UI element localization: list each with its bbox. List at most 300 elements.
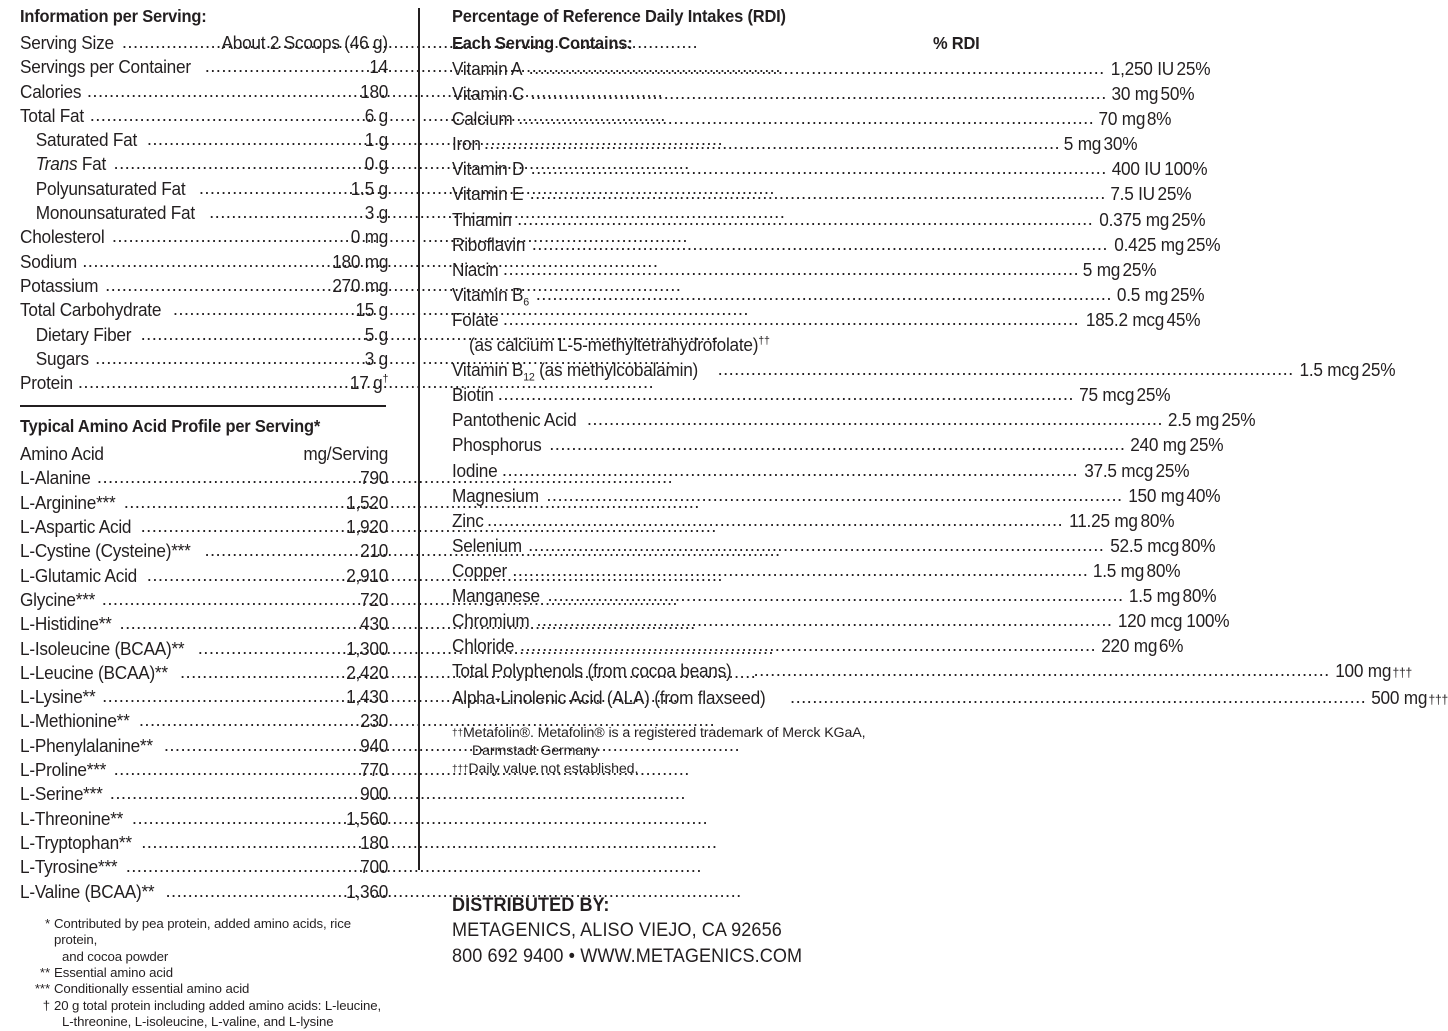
dot-leader (95, 346, 362, 370)
dot-leader (147, 563, 342, 587)
rdi-percent: 45% (1166, 308, 1201, 330)
amino-acid-header-unit: mg/Serving (303, 443, 388, 465)
rdi-main (452, 608, 1183, 633)
amino-acid-name: L-Arginine*** (20, 491, 116, 513)
rdi-percent: 25% (1186, 233, 1221, 255)
dot-leader (126, 854, 357, 878)
rdi-percent: 25% (1157, 183, 1191, 205)
dot-leader (536, 281, 1112, 306)
rdi-percent: ††† (1392, 665, 1412, 681)
nutrient-row (20, 128, 388, 152)
amino-acid-row (20, 831, 388, 855)
footnote-marker: * (44, 915, 50, 931)
rdi-main (452, 407, 1219, 432)
dot-leader (102, 587, 357, 611)
rdi-amount: 1,250 IU (1110, 58, 1174, 79)
rdi-percent: 30% (1103, 133, 1138, 155)
dot-leader (112, 224, 347, 248)
amino-acid-row (20, 661, 388, 685)
dot-leader (528, 532, 1104, 557)
rdi-percent: 8% (1147, 108, 1172, 130)
rdi-percent: 25% (1170, 283, 1205, 305)
amino-acid-table-header (20, 441, 388, 466)
rdi-percent: 100% (1185, 610, 1230, 632)
nutrient-name: Potassium (20, 274, 99, 296)
amino-acid-row (20, 515, 388, 539)
nutrient-row (20, 298, 388, 322)
rdi-percent-header: % RDI (933, 33, 980, 53)
information-per-serving-list (20, 31, 388, 395)
dot-leader (518, 105, 1094, 130)
footnote-marker: ** (39, 965, 50, 981)
footnote (452, 724, 980, 760)
amino-acid-name: L-Phenylalanine** (20, 734, 153, 756)
amino-acid-row (20, 709, 388, 733)
nutrient-row (20, 55, 388, 79)
rdi-row (452, 458, 1190, 483)
rdi-main (452, 257, 1120, 282)
dot-leader (139, 708, 357, 732)
rdi-row (452, 181, 1191, 206)
amino-acid-name: L-Methionine** (20, 710, 130, 732)
dot-leader (503, 256, 1079, 281)
rdi-amount: 0.5 mg (1116, 283, 1168, 305)
footnote-text: Daily value not established. (468, 761, 639, 778)
footnote-text: Essential amino acid (54, 965, 173, 981)
rdi-row (452, 307, 1201, 332)
nutrient-name: Servings per Container (20, 56, 191, 78)
rdi-amount: 5 mg (1063, 133, 1102, 155)
rdi-amount: 1.5 mg (1128, 584, 1180, 606)
rdi-main (452, 156, 1161, 181)
nutrient-name: Serving Size (20, 32, 114, 53)
rdi-nutrient-name: Folate (452, 308, 499, 330)
dot-leader (82, 249, 327, 273)
rdi-nutrient-name: Alpha-Linolenic Acid (ALA) (from flaxseed) (452, 687, 766, 709)
rdi-percent: 25% (1189, 434, 1223, 456)
rdi-main (452, 583, 1180, 608)
footnote (20, 981, 388, 997)
rdi-row (452, 685, 1448, 712)
rdi-percent: 6% (1159, 635, 1184, 657)
dot-leader (114, 757, 357, 781)
rdi-amount: 100 mg (1334, 660, 1391, 682)
rdi-row (452, 156, 1208, 181)
rdi-subtitle: Each Serving Contains: (452, 33, 633, 53)
amino-acid-row (20, 855, 388, 879)
rdi-amount: 0.425 mg (1114, 233, 1185, 255)
footnote (452, 760, 980, 779)
nutrient-row (20, 152, 388, 176)
rdi-amount: 7.5 IU (1110, 183, 1155, 205)
nutrient-row (20, 80, 388, 104)
rdi-main (452, 131, 1101, 156)
dot-leader (78, 370, 346, 394)
dot-leader (520, 632, 1096, 657)
rdi-nutrient-name: Magnesium (452, 484, 539, 506)
nutrient-row (20, 177, 388, 201)
nutrient-value: 270 mg (331, 274, 388, 296)
dot-leader (517, 206, 1093, 231)
nutrient-name: Sugars (35, 347, 89, 369)
amino-acid-name: L-Tyrosine*** (20, 856, 118, 878)
left-footnotes (20, 916, 388, 1031)
amino-acid-name: L-Alanine (20, 467, 91, 489)
amino-acid-value: 770 (359, 759, 388, 781)
rdi-amount: 500 mg (1371, 687, 1428, 709)
dot-leader (87, 79, 357, 103)
nutrient-row (20, 31, 388, 55)
amino-acid-value: 1,520 (346, 491, 388, 513)
amino-acid-name: L-Proline*** (20, 759, 107, 781)
nutrient-name: Trans Fat (35, 153, 107, 175)
nutrient-name: Sodium (20, 250, 77, 272)
rdi-percent: 25% (1361, 359, 1396, 381)
dot-leader (547, 582, 1123, 607)
amino-acid-value: 210 (359, 540, 388, 562)
amino-acid-value: 230 (359, 710, 388, 732)
amino-acid-name: L-Tryptophan** (20, 831, 132, 853)
right-footnotes (452, 724, 980, 779)
dot-leader (204, 538, 356, 562)
footnote (20, 998, 388, 1031)
rdi-percent: 50% (1160, 83, 1195, 105)
amino-acid-name: L-Isoleucine (BCAA)** (20, 637, 185, 659)
rdi-nutrient-name: Iron (452, 133, 481, 155)
rdi-row (452, 282, 1205, 309)
amino-acid-profile-title: Typical Amino Acid Profile per Serving* (20, 416, 321, 437)
dot-leader (530, 180, 1106, 205)
amino-acid-value: 790 (359, 467, 388, 489)
rdi-nutrient-name: Zinc (452, 509, 484, 531)
rdi-nutrient-name: Thiamin (452, 208, 512, 230)
rdi-amount: 400 IU (1111, 158, 1161, 180)
footnote-text: Contributed by pea protein, added amino acids, rice protein, and cocoa powder (54, 915, 351, 964)
rdi-nutrient-name: Riboflavin (452, 233, 526, 255)
amino-acid-list (20, 466, 388, 903)
rdi-nutrient-name: Phosphorus (452, 434, 542, 456)
rdi-nutrient-name: Vitamin C (452, 83, 525, 105)
dot-leader (164, 733, 357, 757)
amino-acid-name: L-Aspartic Acid (20, 516, 132, 538)
rdi-percent: 25% (1122, 258, 1157, 280)
rdi-nutrient-name: Vitamin A (452, 58, 523, 79)
footnote (20, 965, 388, 981)
rdi-nutrient-name: Vitamin $B_{12}$ (as methylcobalamin) (452, 359, 699, 384)
amino-acid-value: 1,920 (346, 516, 388, 538)
dot-leader (498, 381, 1074, 406)
rdi-percent: 25% (1171, 208, 1206, 230)
rdi-row (452, 131, 1138, 156)
nutrient-name: Protein (20, 372, 73, 394)
amino-acid-name: L-Histidine** (20, 613, 112, 635)
dot-leader (105, 273, 327, 297)
rdi-list (452, 56, 1448, 712)
rdi-amount: 150 mg (1127, 484, 1184, 506)
rdi-row (452, 56, 1210, 81)
rdi-main (452, 382, 1134, 407)
nutrient-row (20, 371, 388, 395)
rdi-amount: 70 mg (1098, 108, 1146, 130)
nutrient-value: 15 g (355, 299, 388, 321)
rdi-main (452, 458, 1153, 483)
amino-acid-value: 1,300 (346, 637, 388, 659)
rdi-amount: 37.5 mcg (1084, 459, 1154, 481)
dot-leader (114, 151, 362, 175)
left-column (20, 6, 388, 1031)
dot-leader (90, 103, 362, 127)
rdi-main (452, 181, 1155, 206)
amino-acid-name: L-Leucine (BCAA)** (20, 661, 168, 683)
rdi-row (452, 608, 1230, 633)
distributor-block (452, 893, 821, 969)
dot-leader (132, 806, 342, 830)
nutrient-row (20, 274, 388, 298)
rdi-nutrient-name: Chloride (452, 635, 515, 657)
amino-acid-name: L-Glutamic Acid (20, 564, 137, 586)
rdi-row (452, 232, 1221, 257)
dot-leader (484, 130, 1060, 155)
dot-leader (529, 55, 1105, 80)
right-column (452, 6, 1448, 779)
amino-acid-value: 720 (359, 588, 388, 610)
rdi-nutrient-name: Vitamin $B_6$ (452, 283, 529, 309)
footnote-text: 20 g total protein including added amino acids: L-leucine, L-threonine, L-isoleucine, L-valine, and L-lysine (54, 997, 382, 1030)
amino-acid-name: L-Lysine** (20, 686, 96, 708)
amino-acid-row (20, 612, 388, 636)
dot-leader (102, 684, 342, 708)
nutrient-name: Total Carbohydrate (20, 299, 162, 321)
nutrient-row (20, 347, 388, 371)
dot-leader (110, 781, 357, 805)
rdi-row (452, 558, 1181, 583)
rdi-amount: 1.5 mg (1093, 559, 1145, 581)
rdi-main (452, 81, 1158, 106)
rdi-main (452, 106, 1145, 131)
rdi-nutrient-name: Pantothenic Acid (452, 409, 577, 431)
nutrient-name: Cholesterol (20, 226, 105, 248)
amino-acid-row (20, 758, 388, 782)
dot-leader (199, 176, 347, 200)
rdi-percent: 80% (1140, 509, 1175, 531)
rdi-row (452, 432, 1223, 457)
rdi-percent: 40% (1186, 484, 1221, 506)
nutrient-row (20, 104, 388, 128)
section-divider-rule (20, 405, 386, 407)
footnote-text: Metafolin®. Metafolin® is a registered trademark of Merck KGaA, Darmstadt Germany (462, 725, 866, 760)
rdi-main (452, 685, 1427, 710)
rdi-percent: 80% (1181, 534, 1216, 556)
rdi-percent: 25% (1155, 459, 1190, 481)
dot-leader (209, 200, 362, 224)
rdi-row (452, 81, 1195, 106)
dot-leader (97, 465, 357, 489)
dot-leader (120, 611, 357, 635)
footnote (20, 916, 388, 965)
distributor-address: METAGENICS, ALISO VIEJO, CA 92656 (452, 920, 782, 941)
amino-acid-name: L-Valine (BCAA)** (20, 880, 155, 902)
rdi-percent: 80% (1146, 559, 1181, 581)
rdi-amount: 185.2 mcg (1085, 308, 1165, 330)
distributed-by-heading: DISTRIBUTED BY: (452, 895, 610, 916)
dot-leader (718, 356, 1294, 381)
rdi-amount: 1.5 mcg (1299, 359, 1359, 381)
dot-leader (532, 231, 1108, 256)
rdi-row (452, 382, 1171, 407)
amino-acid-value: 940 (359, 734, 388, 756)
rdi-amount: 5 mg (1082, 258, 1121, 280)
nutrient-value: 180 (359, 80, 388, 102)
dot-leader (141, 514, 342, 538)
rdi-row (452, 483, 1221, 508)
nutrient-row (20, 323, 388, 347)
rdi-main (452, 282, 1168, 307)
nutrient-value: 1.5 g (350, 177, 388, 199)
dot-leader (198, 636, 342, 660)
dot-leader (549, 431, 1125, 456)
amino-acid-row (20, 685, 388, 709)
rdi-nutrient-name: Manganese (452, 584, 540, 606)
rdi-percent: 25% (1221, 409, 1256, 431)
amino-acid-value: 2,910 (346, 564, 388, 586)
dot-leader (141, 322, 362, 346)
dot-leader (512, 557, 1088, 582)
dot-leader (180, 660, 342, 684)
rdi-main (452, 633, 1157, 658)
rdi-row (452, 407, 1256, 432)
rdi-main (452, 533, 1179, 558)
information-per-serving-title: Information per Serving: (20, 6, 207, 26)
nutrient-value: 14 (369, 56, 388, 78)
amino-acid-name: L-Serine*** (20, 783, 103, 805)
nutrient-name: Polyunsaturated Fat (35, 177, 186, 199)
rdi-amount: 220 mg (1101, 635, 1158, 657)
rdi-main (452, 307, 1164, 332)
rdi-main (452, 207, 1169, 232)
rdi-nutrient-name: Chromium (452, 610, 530, 632)
rdi-row (452, 357, 1396, 384)
rdi-table-header (452, 31, 980, 55)
rdi-nutrient-name: Biotin (452, 384, 494, 406)
rdi-main (452, 357, 1359, 382)
nutrient-value: 17 g† (349, 372, 388, 394)
amino-acid-value: 900 (359, 783, 388, 805)
rdi-nutrient-name: Vitamin E (452, 183, 524, 205)
rdi-amount: 75 mcg (1079, 384, 1135, 406)
dot-leader (122, 30, 208, 54)
rdi-main (452, 508, 1138, 533)
nutrient-row (20, 225, 388, 249)
nutrient-value: 180 mg (331, 250, 388, 272)
amino-acid-name: L-Cystine (Cysteine)*** (20, 540, 191, 562)
dot-leader (147, 127, 362, 151)
rdi-title: Percentage of Reference Daily Intakes (RDI) (452, 6, 786, 26)
amino-acid-row (20, 491, 388, 515)
rdi-row (452, 257, 1157, 282)
rdi-percent: 100% (1164, 158, 1208, 180)
nutrient-value: 3 g (364, 202, 388, 224)
amino-acid-row (20, 588, 388, 612)
rdi-percent: ††† (1428, 692, 1448, 708)
amino-acid-name: Glycine*** (20, 588, 96, 610)
amino-acid-header-label: Amino Acid (20, 443, 104, 465)
nutrient-value: 0 g (364, 153, 388, 175)
rdi-nutrient-name: Total Polyphenols (from cocoa beans) (452, 660, 732, 682)
rdi-row (452, 533, 1216, 558)
rdi-percent: 80% (1182, 584, 1216, 606)
distributor-contact: 800 692 9400 • WWW.METAGENICS.COM (452, 945, 803, 967)
dot-leader (587, 406, 1163, 431)
rdi-main (452, 658, 1391, 683)
rdi-amount: 30 mg (1111, 83, 1158, 105)
footnote-text: Conditionally essential amino acid (54, 981, 250, 997)
rdi-row (452, 106, 1172, 131)
nutrient-value: 0 mg (350, 226, 388, 248)
rdi-nutrient-name: Copper (452, 559, 508, 581)
nutrient-value: 3 g (364, 347, 388, 369)
amino-acid-value: 2,420 (346, 661, 388, 683)
nutrient-value: About 2 Scoops (46 g) (221, 32, 388, 53)
nutrient-value: 6 g (364, 104, 388, 126)
amino-acid-name: L-Threonine** (20, 807, 124, 829)
amino-acid-value: 1,560 (346, 807, 388, 829)
dot-leader (536, 607, 1112, 632)
dot-leader (166, 879, 342, 903)
amino-acid-row (20, 637, 388, 661)
dot-leader (531, 80, 1107, 105)
nutrient-name: Saturated Fat (35, 129, 138, 151)
dot-leader (503, 306, 1079, 331)
rdi-amount: 240 mg (1130, 434, 1187, 456)
rdi-row (452, 658, 1412, 685)
rdi-row (452, 508, 1175, 533)
footnote-marker: *** (34, 981, 50, 997)
amino-acid-row (20, 782, 388, 806)
rdi-percent: 25% (1136, 384, 1171, 406)
rdi-main (452, 432, 1187, 457)
rdi-main (452, 56, 1174, 81)
amino-acid-value: 1,360 (346, 880, 388, 902)
rdi-percent: 25% (1176, 58, 1210, 79)
dot-leader (790, 684, 1366, 709)
amino-acid-value: 430 (359, 613, 388, 635)
nutrient-row (20, 201, 388, 225)
rdi-main (452, 232, 1184, 257)
rdi-row (452, 207, 1206, 232)
dot-leader (487, 507, 1063, 532)
rdi-nutrient-name: Iodine (452, 459, 498, 481)
amino-acid-row (20, 539, 388, 563)
dot-leader (124, 490, 342, 514)
nutrient-value: 5 g (364, 323, 388, 345)
nutrient-row (20, 250, 388, 274)
dot-leader (205, 54, 367, 78)
rdi-row (452, 633, 1184, 658)
amino-acid-row (20, 880, 388, 904)
rdi-amount: 11.25 mg (1069, 509, 1138, 531)
rdi-main (452, 558, 1144, 583)
footnote-marker: †† (452, 728, 463, 740)
footnote-marker: † (42, 997, 50, 1013)
rdi-nutrient-name: Calcium (452, 108, 513, 130)
nutrient-value: 1 g (364, 129, 388, 151)
nutrient-name: Dietary Fiber (35, 323, 132, 345)
rdi-row (452, 583, 1216, 608)
dot-leader (546, 482, 1122, 507)
amino-acid-value: 1,430 (346, 686, 388, 708)
nutrient-name: Total Fat (20, 104, 84, 126)
amino-acid-value: 180 (359, 831, 388, 853)
